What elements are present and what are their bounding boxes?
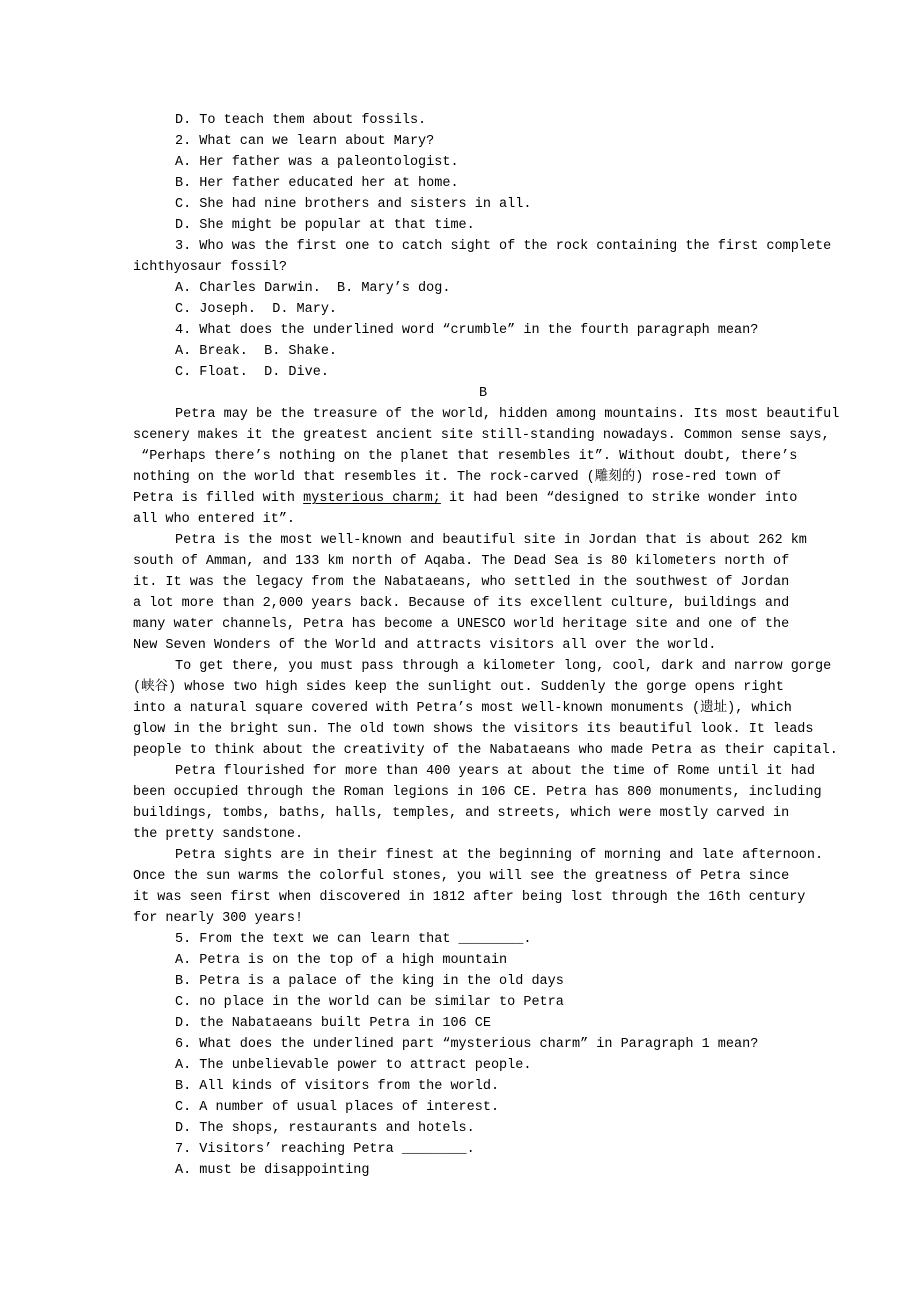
text-line (133, 593, 833, 614)
text-segment: Petra may be the treasure of the world, hidden among mountains. Its most beautiful (175, 407, 840, 422)
document-body (133, 110, 840, 1181)
text-line (133, 467, 833, 488)
text-line (133, 698, 833, 719)
text-line (133, 1139, 833, 1160)
text-segment: Petra is filled with (133, 491, 304, 506)
text-line (133, 887, 833, 908)
text-segment: A. Break. B. Shake. (175, 344, 338, 359)
text-line (133, 1118, 833, 1139)
text-line (133, 656, 833, 677)
text-line (133, 509, 833, 530)
text-segment: scenery makes it the greatest ancient site still-standing nowadays. Common sense says, (133, 428, 830, 443)
text-line (133, 866, 833, 887)
text-line (133, 1076, 833, 1097)
text-line (133, 173, 833, 194)
text-line (133, 131, 833, 152)
text-line (133, 950, 833, 971)
text-segment: it had been “designed to strike wonder into (440, 491, 798, 506)
text-line (133, 929, 833, 950)
text-segment: 5. From the text we can learn that ________. (175, 932, 532, 947)
text-line (133, 719, 833, 740)
text-line (133, 1160, 833, 1181)
text-line (133, 446, 833, 467)
text-line (133, 803, 833, 824)
text-segment: people to think about the creativity of the Nabataeans who made Petra as their capital. (133, 743, 838, 758)
text-segment: B (478, 386, 488, 401)
text-segment: many water channels, Petra has become a UNESCO world heritage site and one of the (133, 617, 790, 632)
text-line (133, 299, 833, 320)
text-segment: D. The shops, restaurants and hotels. (175, 1121, 475, 1136)
text-line (133, 488, 833, 509)
text-line (133, 362, 833, 383)
text-line (133, 1055, 833, 1076)
text-line (133, 257, 833, 278)
text-segment: Petra sights are in their finest at the beginning of morning and late afternoon. (175, 848, 824, 863)
text-line (133, 110, 833, 131)
text-segment: 4. What does the underlined word “crumble” in the fourth paragraph mean? (175, 323, 759, 338)
text-line (133, 572, 833, 593)
text-segment: New Seven Wonders of the World and attracts visitors all over the world. (133, 638, 717, 653)
text-line (133, 677, 833, 698)
text-segment: Petra flourished for more than 400 years at about the time of Rome until it had (175, 764, 816, 779)
underlined-phrase: mysterious charm; (303, 491, 441, 506)
text-segment: been occupied through the Roman legions in 106 CE. Petra has 800 monuments, including (133, 785, 822, 800)
text-segment: Petra is the most well-known and beautiful site in Jordan that is about 262 km (175, 533, 807, 548)
text-segment: A. Her father was a paleontologist. (175, 155, 459, 170)
text-segment: 3. Who was the first one to catch sight of the rock containing the first complete (175, 239, 832, 254)
text-segment: into a natural square covered with Petra’s most well-known monuments (遗址), which (133, 701, 792, 716)
text-segment: B. All kinds of visitors from the world. (175, 1079, 500, 1094)
text-segment: ichthyosaur fossil? (133, 260, 287, 275)
text-line (133, 215, 833, 236)
text-segment: A. Petra is on the top of a high mountain (175, 953, 508, 968)
text-segment: it. It was the legacy from the Nabataeans, who settled in the southwest of Jordan (133, 575, 790, 590)
text-segment: buildings, tombs, baths, halls, temples, and streets, which were mostly carved in (133, 806, 790, 821)
text-segment: 7. Visitors’ reaching Petra ________. (175, 1142, 475, 1157)
text-segment: all who entered it”. (133, 512, 296, 527)
text-segment: a lot more than 2,000 years back. Because of its excellent culture, buildings and (133, 596, 790, 611)
text-line (133, 1097, 833, 1118)
section-heading (133, 383, 833, 404)
text-segment: D. She might be popular at that time. (175, 218, 475, 233)
text-segment: B. Her father educated her at home. (175, 176, 459, 191)
text-segment: glow in the bright sun. The old town shows the visitors its beautiful look. It leads (133, 722, 814, 737)
text-segment: 6. What does the underlined part “mysterious charm” in Paragraph 1 mean? (175, 1037, 759, 1052)
text-line (133, 278, 833, 299)
text-line (133, 320, 833, 341)
text-line (133, 341, 833, 362)
text-segment: “Perhaps there’s nothing on the planet that resembles it”. Without doubt, there’s (133, 449, 798, 464)
text-segment: D. the Nabataeans built Petra in 106 CE (175, 1016, 491, 1031)
text-line (133, 614, 833, 635)
text-line (133, 971, 833, 992)
text-segment: A. The unbelievable power to attract people. (175, 1058, 532, 1073)
text-line (133, 1034, 833, 1055)
text-line (133, 530, 833, 551)
text-line (133, 740, 838, 761)
text-segment: it was seen first when discovered in 1812 after being lost through the 16th century (133, 890, 806, 905)
text-line (133, 824, 833, 845)
text-line (133, 761, 833, 782)
text-segment: south of Amman, and 133 km north of Aqaba. The Dead Sea is 80 kilometers north of (133, 554, 790, 569)
text-segment: nothing on the world that resembles it. The rock-carved (雕刻的) rose-red town of (133, 470, 782, 485)
text-line (133, 551, 833, 572)
text-line (133, 845, 833, 866)
text-line (133, 194, 833, 215)
text-line (133, 152, 833, 173)
text-segment: the pretty sandstone. (133, 827, 304, 842)
text-segment: To get there, you must pass through a kilometer long, cool, dark and narrow gorge (175, 659, 832, 674)
text-line (133, 236, 833, 257)
text-segment: C. Float. D. Dive. (175, 365, 329, 380)
text-line (133, 908, 833, 929)
text-line (133, 404, 840, 425)
text-line (133, 782, 833, 803)
text-segment: C. no place in the world can be similar to Petra (175, 995, 564, 1010)
text-segment: A. must be disappointing (175, 1163, 370, 1178)
text-segment: (峡谷) whose two high sides keep the sunlight out. Suddenly the gorge opens right (133, 680, 784, 695)
text-segment: D. To teach them about fossils. (175, 113, 427, 128)
text-segment: Once the sun warms the colorful stones, you will see the greatness of Petra since (133, 869, 790, 884)
text-segment: A. Charles Darwin. B. Mary’s dog. (175, 281, 451, 296)
text-line (133, 425, 833, 446)
text-segment: 2. What can we learn about Mary? (175, 134, 435, 149)
text-segment: for nearly 300 years! (133, 911, 304, 926)
text-line (133, 992, 833, 1013)
text-segment: C. Joseph. D. Mary. (175, 302, 338, 317)
text-line (133, 1013, 833, 1034)
text-segment: B. Petra is a palace of the king in the old days (175, 974, 564, 989)
text-segment: C. A number of usual places of interest. (175, 1100, 500, 1115)
text-segment: C. She had nine brothers and sisters in all. (175, 197, 532, 212)
text-line (133, 635, 833, 656)
